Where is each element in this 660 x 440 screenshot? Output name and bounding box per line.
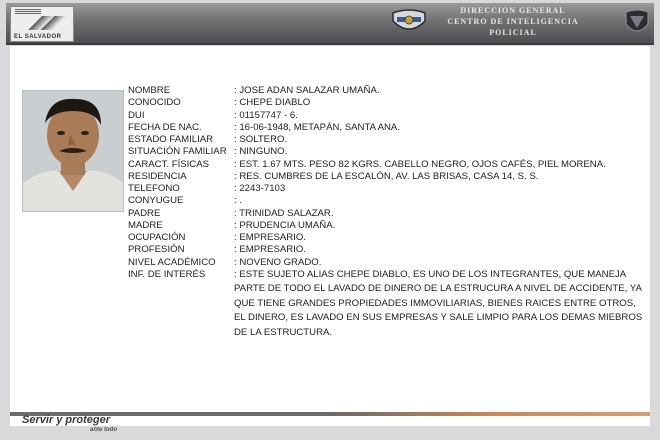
footer-motto-sub: ante todo <box>90 427 117 433</box>
flag-icon <box>17 16 65 30</box>
field-label: SITUACIÓN FAMILIAR <box>128 146 227 158</box>
field-row-fecha-nac <box>128 122 648 134</box>
field-row-padre <box>128 208 648 220</box>
field-value: : RES. CUMBRES DE LA ESCALÓN, AV. LAS BRISAS, CASA 14, S. S. <box>234 170 539 182</box>
field-label: NIVEL ACADÉMICO <box>128 256 216 268</box>
field-value: : JOSE ADAN SALAZAR UMAÑA. <box>234 85 380 96</box>
field-row-caract-fisicas <box>128 159 648 171</box>
agency-title <box>438 5 588 38</box>
field-label: CARACT. FÍSICAS <box>128 158 210 170</box>
field-label: MADRE <box>128 219 163 231</box>
field-value: : SOLTERO. <box>234 134 288 145</box>
field-value: : EMPRESARIO. <box>234 244 306 256</box>
field-value: : TRINIDAD SALAZAR. <box>234 207 334 219</box>
field-row-profesion <box>128 244 648 256</box>
record-fields <box>128 85 648 340</box>
field-label: OCUPACIÓN <box>128 232 186 243</box>
logo-small-text-icon <box>15 9 41 14</box>
field-row-conocido <box>128 97 648 109</box>
field-value: : 16-06-1948, METAPÁN, SANTA ANA. <box>234 121 401 133</box>
field-value: : PRUDENCIA UMAÑA. <box>234 219 336 231</box>
field-label: TELEFONO <box>128 183 180 194</box>
field-label: INF. DE INTERÉS <box>128 268 206 280</box>
field-row-ocupacion <box>128 232 648 244</box>
field-row-estado-familiar <box>128 134 648 146</box>
field-label: ESTADO FAMILIAR <box>128 134 214 145</box>
field-value: : . <box>234 195 242 207</box>
footer-motto: Servir y proteger <box>22 414 111 426</box>
field-label: NOMBRE <box>128 85 171 96</box>
field-row-situacion-familiar <box>128 146 648 158</box>
field-row-conyugue <box>128 195 648 207</box>
field-row-telefono <box>128 183 648 195</box>
field-label: CONOCIDO <box>128 97 181 109</box>
field-value: : 01157747 - 6. <box>234 109 298 121</box>
field-row-inf-interes <box>128 269 648 341</box>
agency-title-line-1: DIRECCION GENERAL <box>460 6 566 15</box>
field-row-madre <box>128 220 648 232</box>
field-value: : CHEPE DIABLO <box>234 97 311 109</box>
suspect-photo <box>22 90 124 212</box>
police-emblem-icon <box>389 7 429 39</box>
field-value: : EMPRESARIO. <box>234 232 306 243</box>
header-banner <box>6 3 654 45</box>
agency-title-line-2: CENTRO DE INTELIGENCIA <box>447 17 579 26</box>
field-value: : EST. 1.67 MTS. PESO 82 KGRS. CABELLO NEGRO, OJOS CAFÉS, PIEL MORENA. <box>234 158 606 170</box>
field-label: RESIDENCIA <box>128 170 187 182</box>
field-row-residencia <box>128 171 648 183</box>
badge-icon <box>620 6 654 40</box>
field-label: PROFESIÓN <box>128 244 185 256</box>
field-value: : NINGUNO. <box>234 146 288 158</box>
field-label: PADRE <box>128 207 161 219</box>
field-label: FECHA DE NAC. <box>128 121 202 133</box>
field-value: : 2243-7103 <box>234 183 286 194</box>
field-row-dui <box>128 110 648 122</box>
field-label: CONYUGUE <box>128 195 184 207</box>
agency-title-line-3: POLICIAL <box>489 28 537 37</box>
el-salvador-logo <box>10 6 74 42</box>
portrait-image <box>23 91 123 211</box>
country-label: EL SALVADOR <box>14 34 62 40</box>
field-value: : ESTE SUJETO ALIAS CHEPE DIABLO, ES UNO DE LOS INTEGRANTES, QUE MANEJA PARTE DE TODO EL LAVADO DE DINERO DE LA ESTRUCURA A NIVEL DE ACCIDENTE, YA QUE TIENE GRANDES PROPIEDADES IMMOVILIARIAS, BIENES RAICES ENTRE OTROS, EL DINERO, ES LAVADO EN SUS EMPRESAS Y SALE LIMPIO PARA LOS DEMAS MIEBROS DE LA ESTRUCTURA. <box>234 268 643 338</box>
field-value: : NOVENO GRADO. <box>234 256 322 268</box>
field-label: DUI <box>128 109 145 121</box>
field-row-nombre <box>128 85 648 97</box>
